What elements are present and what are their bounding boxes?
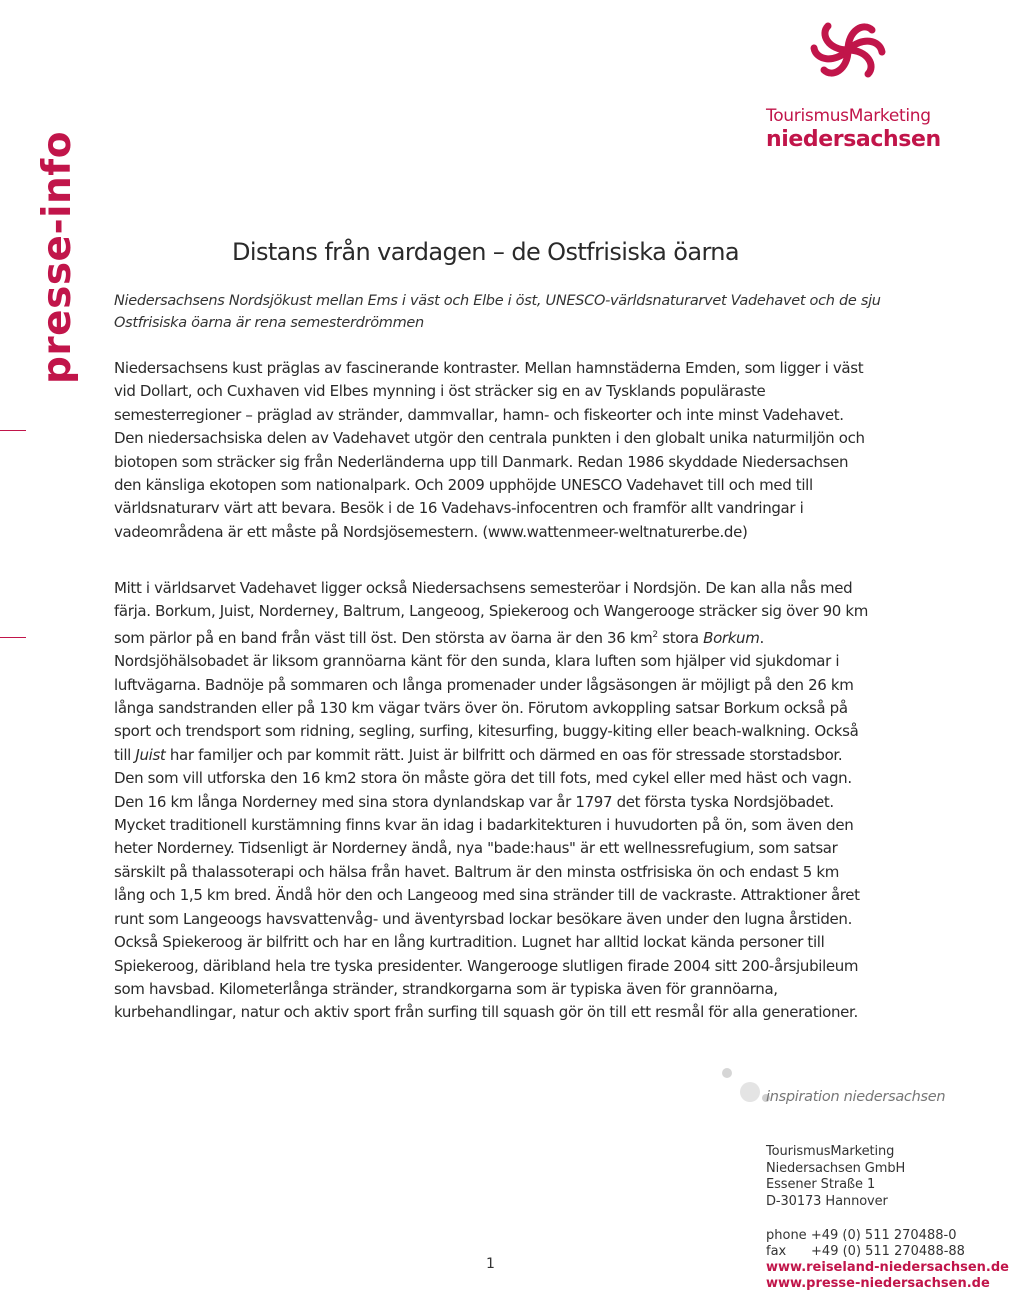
inspiration-label: inspiration niedersachsen (766, 1089, 946, 1105)
borkum-italic: Borkum (703, 628, 760, 647)
superscript-2: 2 (652, 629, 658, 640)
margin-mark-bottom (0, 637, 26, 638)
paragraph-2-text-d: . Nordsjöhälsobadet är liksom grannöarna känt för den sunda, klara luften som hjälper vid sjukdomar i luftvägarna. Badnöje på sommaren och långa promenader under lågsäsongen är möjligt på den 26 km långa sandstranden eller på 130 km vägar tvärs över ön. Förutom avkoppling satsar Borkum också på sport och trendsport som ridning, segling, surfing, kitesurfing, buggy-kiting eller beach-walkning. Också till (114, 628, 859, 764)
paragraph-2-text-f: har familjer och par kommit rätt. Juist är bilfritt och därmed en oas för stressade storstadsbor. Den som vill utforska den 16 km2 stora ön måste göra det till fots, med cykel eller med häst och vagn. Den 16 km långa Norderney med sina stora dynlandskap var år 1797 det första tyska Nordsjöbadet. Mycket traditionell kurstämning finns kvar än idag i badarkitekturen i huvudorten på ön, som även den heter Norderney. Tidsenligt är Norderney ändå, nya "bade:haus" är ett wellnessrefugium, som satsar särskilt på thalassoterapi och hälsa från havet. Baltrum är den minsta ostfrisiska ön och endast 5 km lång och 1,5 km bred. Ändå hör den och Langeoog med sina stränder till de vackraste. Attraktioner året runt som Langeoogs havsvattenvåg- und äventyrsbad lockar besökare även under den lugna årstiden. Också Spiekeroog är bilfritt och har en lång kurtradition. Lugnet har alltid lockat kända personer till Spiekeroog, däribland hela tre tyska presidenter. Wangerooge slutligen firade 2004 sitt 200-årsjubileum som havsbad. Kilometerlånga stränder, strandkorgarna som är typiska även för grannöarna, kurbehandlingar, natur och aktiv sport från surfing till squash gör ön till ett resmål för alla generationer. (114, 745, 860, 1022)
address-line-4: D-30173 Hannover (766, 1193, 888, 1209)
fax-line: fax +49 (0) 511 270488-88 (766, 1244, 965, 1259)
presse-info-label: presse-info (35, 130, 80, 384)
brand-line-1: TourismusMarketing (766, 106, 931, 126)
address-line-1: TourismusMarketing (766, 1144, 895, 1159)
address-line-2: Niedersachsen GmbH (766, 1160, 906, 1176)
paragraph-2-text-a: Mitt i världsarvet Vadehavet ligger också Niedersachsens semesteröar i Nordsjön. De kan alla nås med färja. Borkum, Juist, Norderney, Baltrum, Langeoog, Spiekeroog och Wangerooge sträcker sig över 90 km som pärlor på en band från väst till öst. Den största av öarna är den 36 km (114, 579, 868, 647)
paragraph-1 (114, 357, 871, 544)
address-line-3: Essener Straße 1 (766, 1177, 876, 1192)
page-number: 1 (486, 1256, 495, 1272)
contact-block (766, 1228, 1009, 1292)
decor-dot-2 (740, 1082, 760, 1102)
brand-line-2: niedersachsen (766, 127, 941, 152)
address-block (766, 1144, 905, 1210)
juist-italic: Juist (135, 745, 166, 764)
paragraph-1-lead: Niedersachsens kust präglas av fascinerande kontraster. (114, 359, 520, 377)
website-link-1[interactable]: www.reiseland-niedersachsen.de (766, 1260, 1009, 1275)
paragraph-1-text: Mellan hamnstäderna Emden, som ligger i väst vid Dollart, och Cuxhaven vid Elbes mynning i öst sträcker sig en av Tysklands populäraste semesterregioner – präglad av stränder, dammvallar, hamn- och fiskeorter och inte minst Vadehavet. Den niedersachsiska delen av Vadehavet utgör den centrala punkten i den globalt unika naturmiljön och biotopen som sträcker sig från Nederländerna upp till Danmark. Redan 1986 skyddade Niedersachsen den känsliga ekotopen som nationalpark. Och 2009 upphöjde UNESCO Vadehavet till och med till världsnaturarv värt att bevara. Besök i de 16 Vadehavs-infocentren och framför allt vandringar i vadeområdena är ett måste på Nordsjösemestern. (www.wattenmeer-weltnaturerbe.de) (114, 359, 865, 541)
margin-mark-top (0, 430, 26, 431)
phone-line: phone +49 (0) 511 270488-0 (766, 1228, 957, 1243)
website-link-2[interactable]: www.presse-niedersachsen.de (766, 1276, 990, 1291)
subtitle: Niedersachsens Nordsjökust mellan Ems i väst och Elbe i öst, UNESCO-världsnaturarvet Vadehavet och de sju Ostfrisiska öarna är rena semesterdrömmen (114, 293, 881, 331)
decor-dot-1 (722, 1068, 732, 1078)
page-title: Distans från vardagen – de Ostfrisiska öarna (232, 238, 740, 266)
paragraph-2 (114, 577, 871, 1025)
swirl-logo-icon (806, 8, 890, 92)
paragraph-2-text-b: stora (657, 628, 704, 647)
